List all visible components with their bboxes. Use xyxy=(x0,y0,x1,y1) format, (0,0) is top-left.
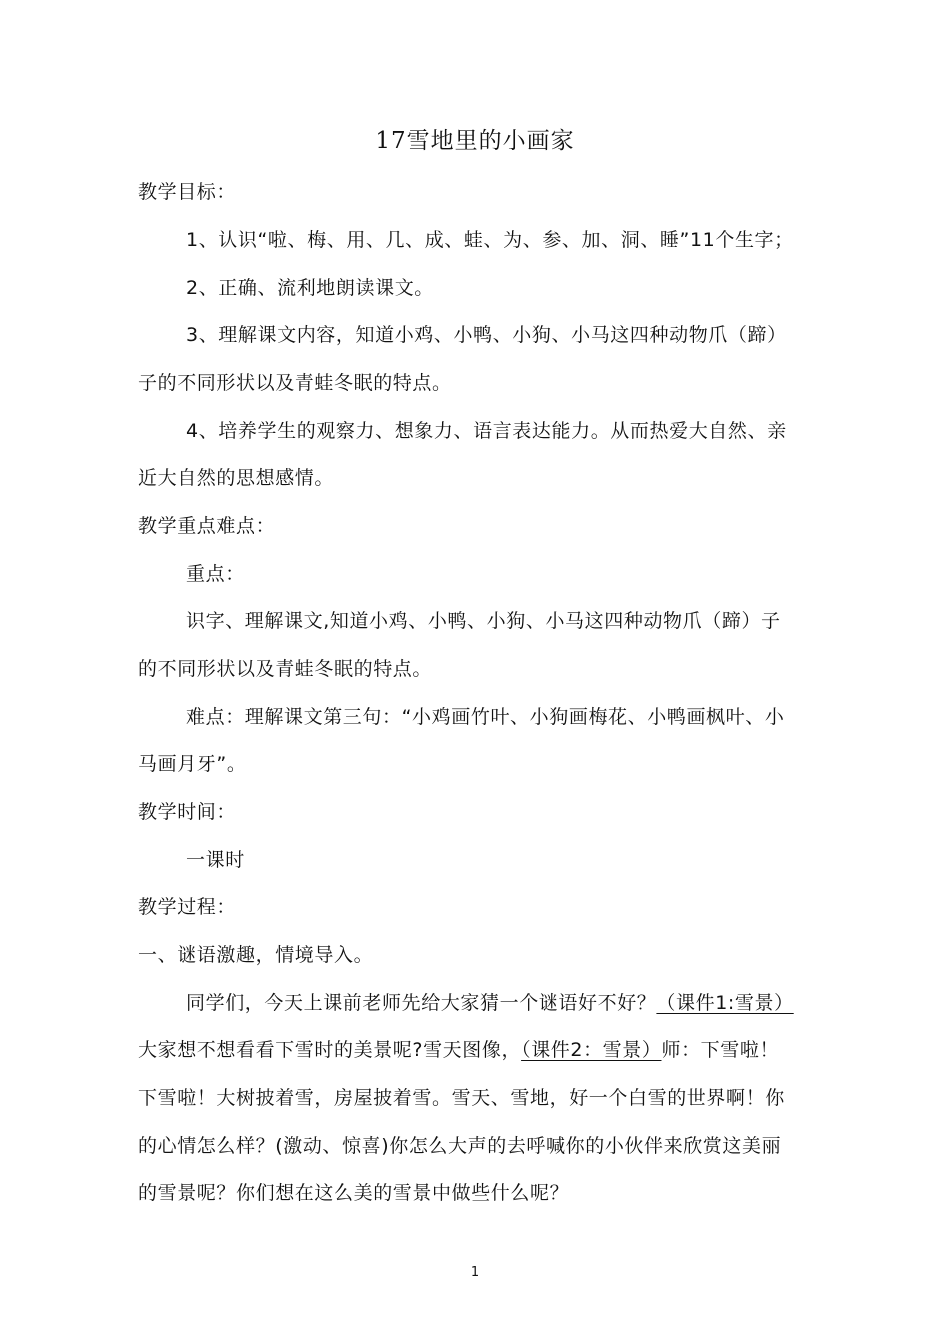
focus-line-1: 识字、理解课文,知道小鸡、小鸭、小狗、小马这四种动物爪（蹄）子 xyxy=(186,610,781,632)
objective-item-3-line-1: 3、理解课文内容，知道小鸡、小鸭、小狗、小马这四种动物爪（蹄） xyxy=(186,324,787,346)
paragraph-1-line-2-text-a: 大家想不想看看下雪时的美景呢?雪天图像， xyxy=(138,1039,522,1061)
courseware-2-link[interactable]: （课件2：雪景） xyxy=(521,1039,662,1061)
objective-item-2: 2、正确、流利地朗读课文。 xyxy=(186,277,434,299)
section-1-heading: 一、谜语激趣，情境导入。 xyxy=(138,944,374,966)
time-value: 一课时 xyxy=(186,849,245,871)
page-title: 17雪地里的小画家 xyxy=(375,128,575,154)
objective-item-1: 1、认识“啦、梅、用、几、成、蛙、为、参、加、洞、睡”11个生字； xyxy=(186,229,794,251)
paragraph-1-line-1 xyxy=(186,991,794,1015)
objective-item-4-line-2: 近大自然的思想感情。 xyxy=(138,467,335,489)
focus-label: 重点： xyxy=(186,563,245,585)
paragraph-1-line-2 xyxy=(138,1038,779,1062)
objective-item-3-line-2: 子的不同形状以及青蛙冬眠的特点。 xyxy=(138,372,452,394)
time-heading: 教学时间： xyxy=(138,801,237,823)
page-number: 1 xyxy=(470,1265,480,1280)
process-heading: 教学过程： xyxy=(138,896,237,918)
focus-line-2: 的不同形状以及青蛙冬眠的特点。 xyxy=(138,658,433,680)
key-points-heading: 教学重点难点： xyxy=(138,515,276,537)
paragraph-1-line-3: 下雪啦！大树披着雪，房屋披着雪。雪天、雪地，好一个白雪的世界啊！你 xyxy=(138,1087,785,1109)
objective-item-4-line-1: 4、培养学生的观察力、想象力、语言表达能力。从而热爱大自然、亲 xyxy=(186,420,787,442)
difficulty-line-2: 马画月牙”。 xyxy=(138,753,247,775)
paragraph-1-line-2-text-b: 师：下雪啦！ xyxy=(661,1039,780,1061)
paragraph-1-line-4: 的心情怎么样？(激动、惊喜)你怎么大声的去呼喊你的小伙伴来欣赏这美丽 xyxy=(138,1135,782,1157)
paragraph-1-line-1-text: 同学们，今天上课前老师先给大家猜一个谜语好不好？ xyxy=(186,992,657,1014)
paragraph-1-line-5: 的雪景呢？你们想在这么美的雪景中做些什么呢？ xyxy=(138,1182,570,1204)
objectives-heading: 教学目标： xyxy=(138,181,237,203)
courseware-1-link[interactable]: （课件1:雪景） xyxy=(656,992,794,1014)
difficulty-line-1: 难点：理解课文第三句：“小鸡画竹叶、小狗画梅花、小鸭画枫叶、小 xyxy=(186,706,785,728)
